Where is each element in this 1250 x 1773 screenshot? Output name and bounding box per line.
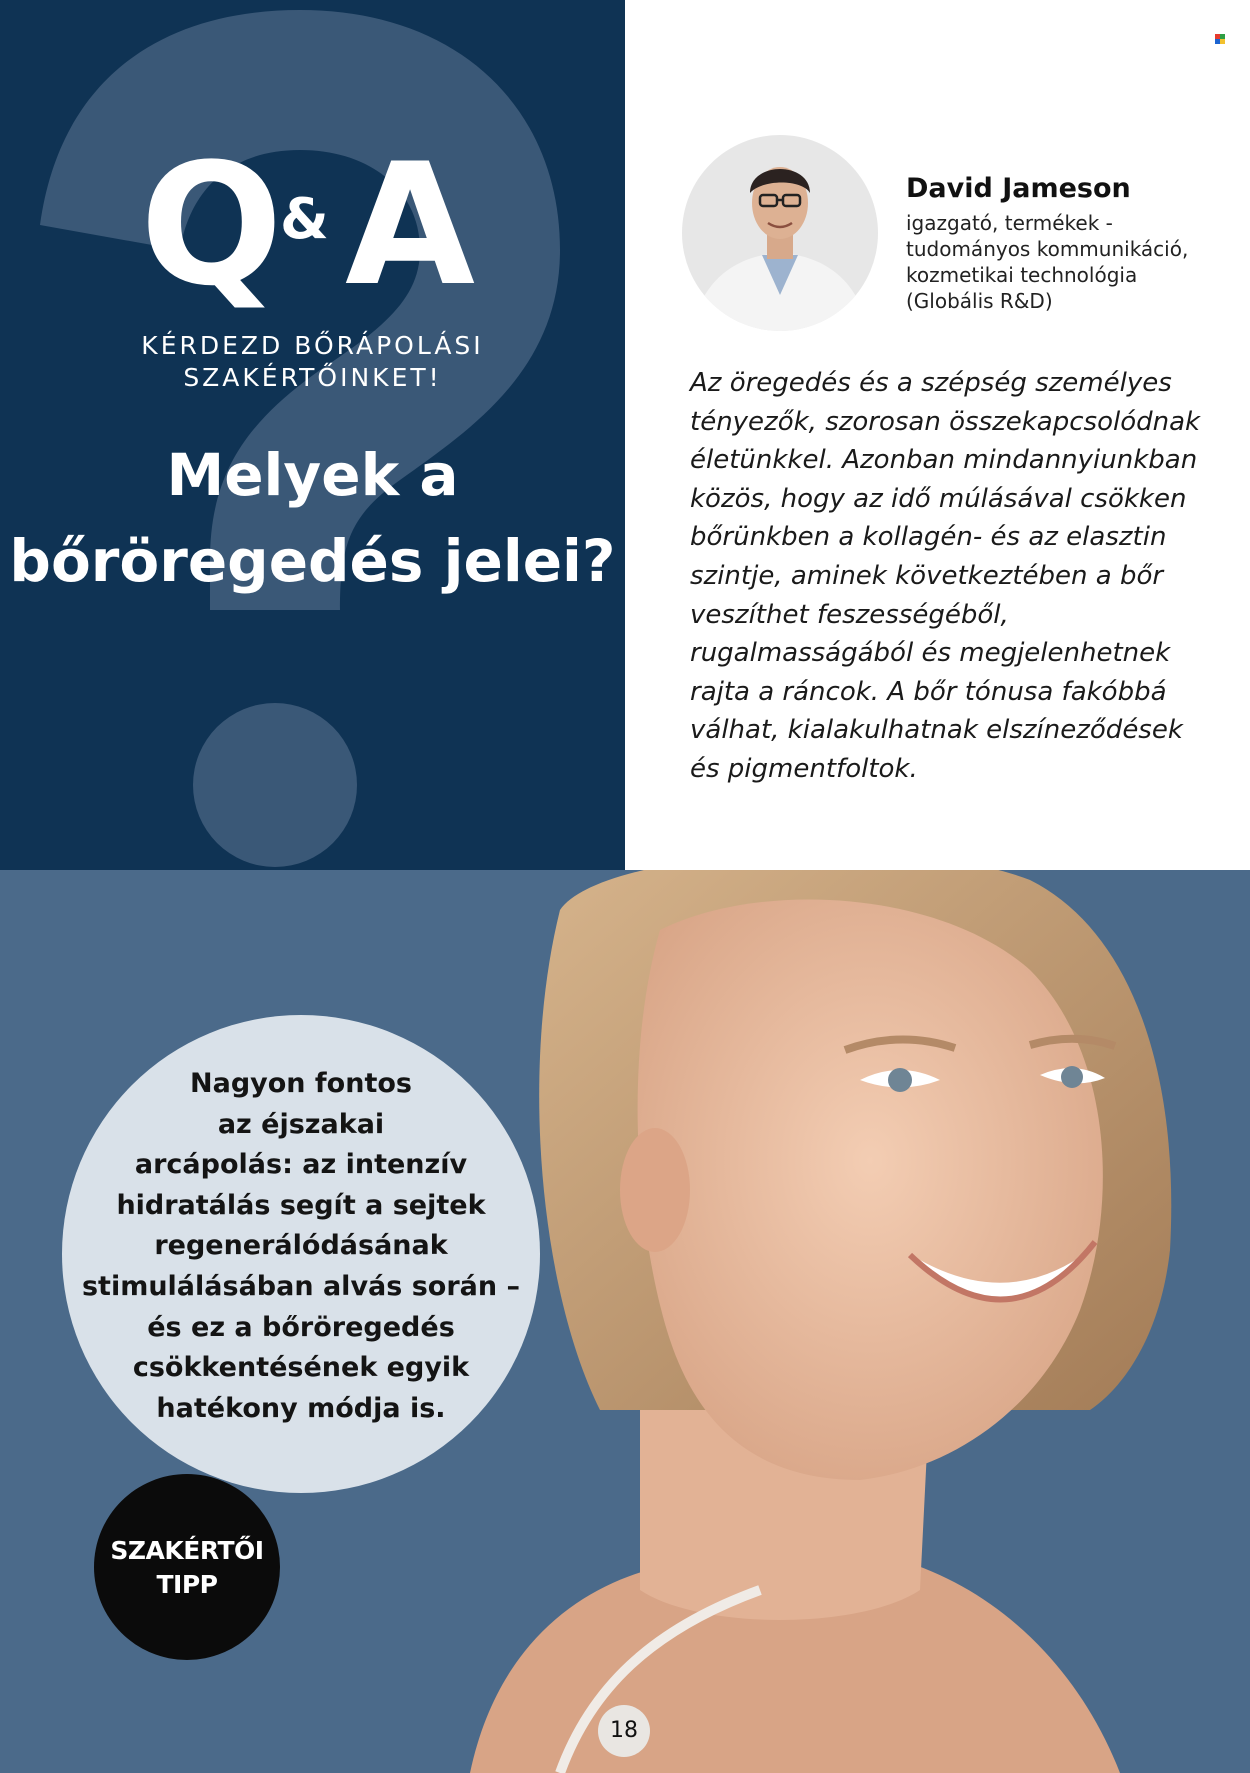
logo-ampersand: & (280, 187, 329, 252)
subheading (0, 330, 625, 394)
title-line: bőröregedés jelei? (9, 527, 616, 595)
answer-line: szintje, aminek következtében a bőr (690, 560, 1164, 591)
portrait-image (682, 135, 878, 331)
tip-line: hidratálás segít a sejtek (116, 1189, 486, 1221)
expert-portrait (682, 135, 878, 331)
badge-line: SZAKÉRTŐI (110, 1536, 264, 1565)
answer-line: és pigmentfoltok. (690, 753, 918, 784)
qa-header-panel (0, 0, 625, 870)
answer-line: veszíthet feszességéből, (690, 599, 1009, 630)
expert-title-line: (Globális R&D) (906, 289, 1053, 313)
tip-line: Nagyon fontos (190, 1068, 412, 1099)
logo-a: A (345, 127, 476, 323)
expert-title (906, 210, 1226, 314)
tip-text (62, 1064, 540, 1429)
answer-line: bőrünkben a kollagén- és az elasztin (690, 522, 1167, 553)
expert-title-line: igazgató, termékek - (906, 211, 1113, 235)
color-registration-icon (1215, 34, 1225, 44)
tip-line: arcápolás: az intenzív (134, 1149, 468, 1181)
answer-line: tényezők, szorosan összekapcsolódnak (690, 406, 1201, 437)
qa-logo (140, 127, 480, 323)
expert-name: David Jameson (906, 173, 1131, 204)
answer-line: rugalmasságából és megjelenhetnek (690, 638, 1171, 669)
badge-line: TIPP (156, 1570, 218, 1599)
answer-line: válhat, kialakulhatnak elszíneződések (690, 715, 1183, 746)
tip-line: és ez a bőröregedés (147, 1311, 455, 1343)
tip-line: regenerálódásának (154, 1230, 448, 1262)
answer-line: életünkkel. Azonban mindannyiunkban (690, 445, 1198, 476)
expert-title-line: kozmetikai technológia (906, 263, 1138, 287)
logo-q: Q (140, 127, 283, 323)
subheading-line: SZAKÉRTŐINKET! (183, 363, 442, 392)
tip-line: csökkentésének egyik (132, 1352, 470, 1384)
subheading-line: KÉRDEZD BŐRÁPOLÁSI (141, 331, 484, 360)
tip-line: hatékony módja is. (156, 1392, 446, 1424)
expert-tip-badge-label (94, 1534, 280, 1602)
tip-line: az éjszakai (217, 1108, 385, 1140)
answer-line: rajta a ráncok. A bőr tónusa fakóbbá (690, 676, 1167, 707)
answer-text (690, 364, 1220, 789)
page-number: 18 (610, 1718, 638, 1743)
answer-line: Az öregedés és a szépség személyes (690, 368, 1172, 398)
answer-line: közös, hogy az idő múlásával csökken (690, 483, 1187, 514)
title-line: Melyek a (166, 441, 459, 509)
page-title (0, 432, 625, 604)
tip-line: stimulálásában alvás során – (81, 1270, 521, 1302)
expert-title-line: tudományos kommunikáció, (906, 237, 1189, 261)
